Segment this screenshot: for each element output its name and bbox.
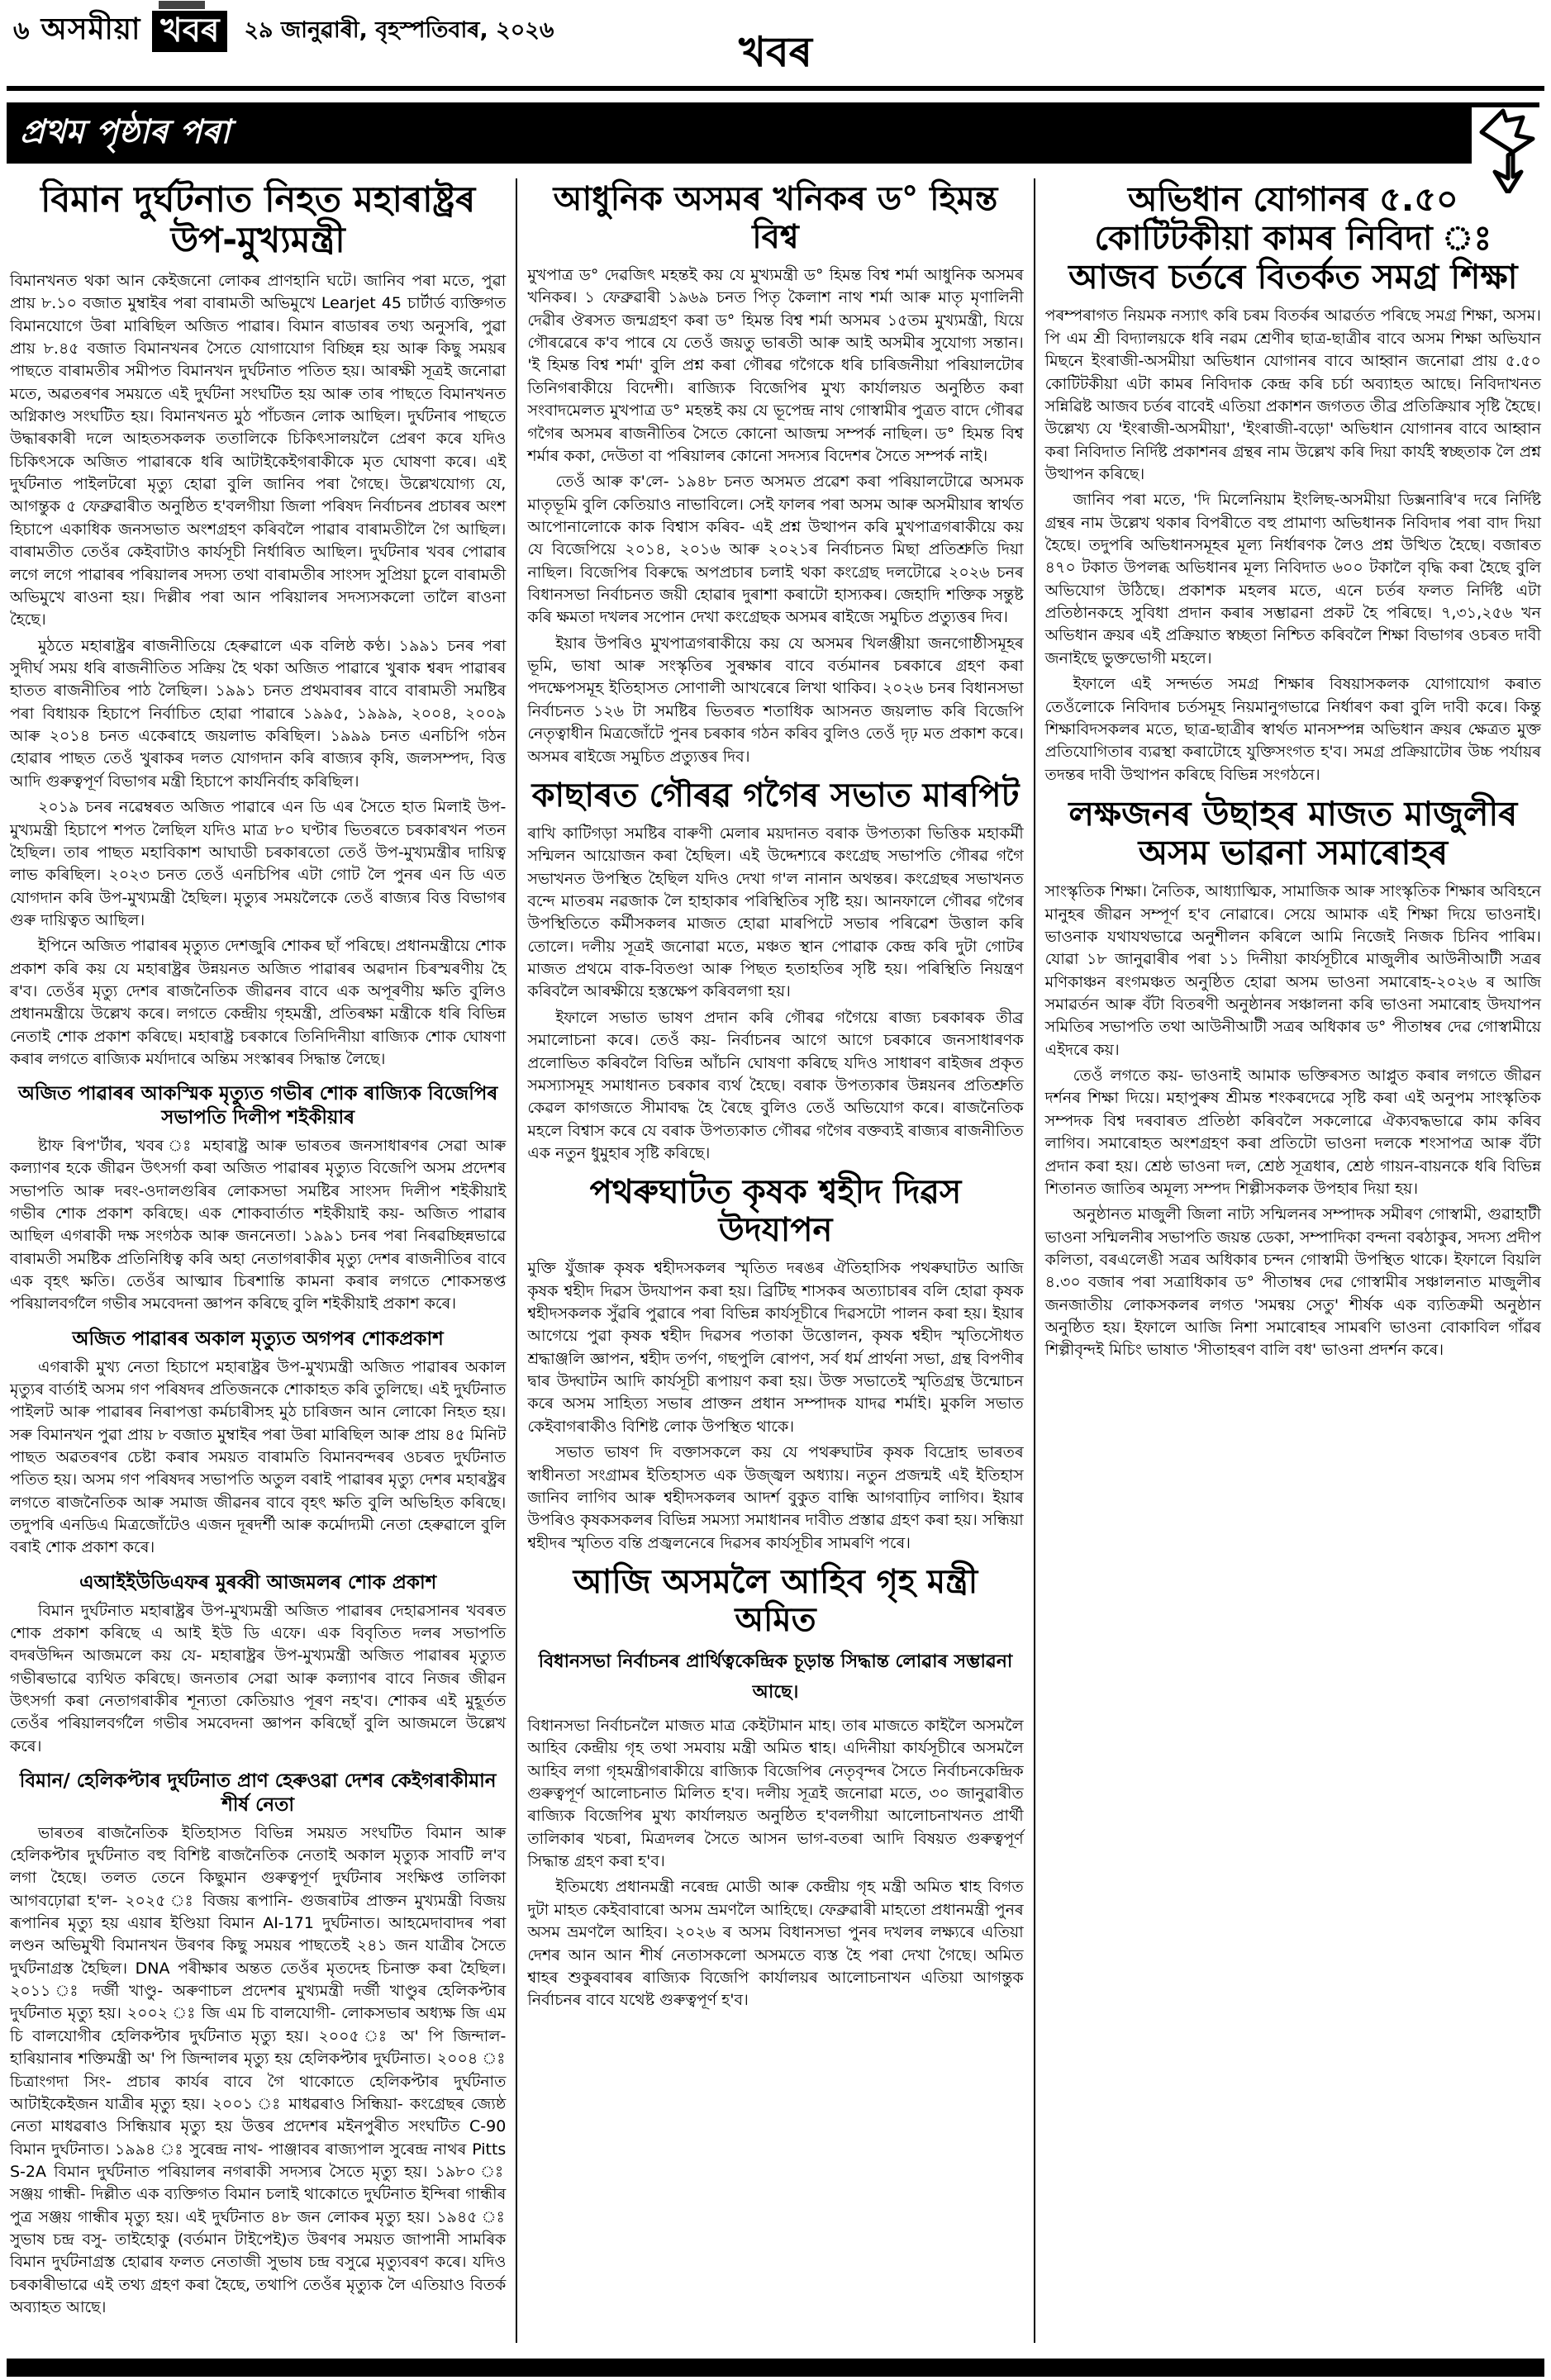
- left-column: [0, 178, 516, 2343]
- article-patharughat: [527, 1173, 1023, 1555]
- middle-column: [516, 178, 1033, 2343]
- right-column: [1034, 178, 1551, 2343]
- masthead-title: খবৰ: [739, 28, 812, 76]
- columns-area: [0, 178, 1551, 2343]
- article-body: [527, 1715, 1023, 2012]
- paragraph: ৰাখি কাটিগড়া সমষ্টিৰ বাৰুণী মেলাৰ ময়দানত বৰাক উপত্যকা ভিত্তিক মহাকৰ্মী সন্মিলন আয়োজন কৰা হৈছিল। এই উদ্দেশ্যৰে কংগ্ৰেছ সভাপতি গৌৰৱ গগৈ সভাখনত উপস্থিত হৈছিল যদিও দেখা গ'ল নানান অথন্তৰ। কংগ্ৰেছৰ সভাখনত বন্দে মাতৰম নৱজাক লৈ হাহাকাৰ পৰিস্থিতিৰ সৃষ্টি হয়। আনফালে গৌৰৱ গগৈৰ উপস্থিতিতে কৰ্মীসকলৰ মাজত হোৱা মাৰপিটে সভাৰ পৰিৱেশ উত্তাল কৰি তোলে। দলীয় সূত্ৰই জনোৱা মতে, মঞ্চত স্থান পোৱাক কেন্দ্ৰ কৰি দুটা গোটৰ মাজত প্ৰথমে বাক-বিতণ্ডা আৰু পিছত হতাহতিৰ সৃষ্টি হয়। পৰিস্থিতি নিয়ন্ত্ৰণ কৰিবলৈ আৰক্ষীয়ে হস্তক্ষেপ কৰিবলগা হয়।: [527, 824, 1024, 1001]
- paper-logo: [152, 11, 227, 52]
- subsection-body: [10, 1356, 506, 1560]
- section-banner-label: প্ৰথম পৃষ্ঠাৰ পৰা: [20, 112, 231, 151]
- paragraph: ইফালে সভাত ভাষণ প্ৰদান কৰি গৌৰৱ গগৈয়ে ৰাজ্য চৰকাৰক তীব্ৰ সমালোচনা কৰে। তেওঁ কয়- নিৰ্বাচনৰ আগে আগে চৰকাৰে জনসাধাৰণক প্ৰলোভিত কৰিবলৈ বিভিন্ন আঁচনি ঘোষণা কৰিছে যদিও সাধাৰণ ৰাইজৰ প্ৰকৃত সমস্যাসমূহ সমাধানত চৰকাৰ ব্যৰ্থ হৈছে। বৰাক উপত্যকাৰ উন্নয়নৰ প্ৰতিশ্ৰুতি কেৱল কাগজতে সীমাবদ্ধ হৈ ৰৈছে বুলিও তেওঁ অভিযোগ কৰে। ৰাজনৈতিক মহলে বিশ্বাস কৰে যে বৰাক উপত্যকাত গৌৰৱ গগৈৰ বক্তব্যই ৰাজ্যৰ ৰাজনীতিত এক নতুন ধুমুহাৰ সৃষ্টি কৰিছে।: [527, 1008, 1024, 1162]
- paragraph: বিধানসভা নিৰ্বাচনলৈ মাজত মাত্ৰ কেইটামান মাহ। তাৰ মাজতে কাইলৈ অসমলৈ আহিব কেন্দ্ৰীয় গৃহ তথা সমবায় মন্ত্ৰী অমিত শ্বাহ। এদিনীয়া কাৰ্যসূচীৰে অসমলৈ আহিব লগা গৃহমন্ত্ৰীগৰাকীয়ে ৰাজ্যিক বিজেপিৰ নেতৃবৃন্দৰ সৈতে নিৰ্বাচনকেন্দ্ৰিক গুৰুত্বপূৰ্ণ আলোচনাত মিলিত হ'ব। দলীয় সূত্ৰই জনোৱা মতে, ৩০ জানুৱাৰীত ৰাজ্যিক বিজেপিৰ মুখ্য কাৰ্যালয়ত অনুষ্ঠিত হ'বলগীয়া আলোচনাখনত প্ৰাৰ্থী তালিকাৰ খচৰা, মিত্ৰদলৰ সৈতে আসন ভাগ-বতৰা আদি বিষয়ত গুৰুত্বপূৰ্ণ সিদ্ধান্ত গ্ৰহণ কৰা হ'ব।: [527, 1716, 1024, 1871]
- article-body: [527, 1257, 1023, 1555]
- article-body: [527, 264, 1023, 768]
- article-body: [1045, 881, 1541, 1362]
- paragraph: বিমানখনত থকা আন কেইজনো লোকৰ প্ৰাণহানি ঘটে। জানিব পৰা মতে, পুৱা প্ৰায় ৮.১০ বজাত মুম্বাইৰ পৰা বাৰামতী অভিমুখে Learjet 45 চাৰ্টাৰ্ড ব্যক্তিগত বিমানযোগে উৰা মাৰিছিল অজিত পাৱাৰ। বিমান ৰাডাৰৰ তথ্য অনুসৰি, পুৱা প্ৰায় ৮.৪৫ বজাত বিমানখনৰ সৈতে যোগাযোগ বিচ্ছিন্ন হয় আৰু কিছু সময়ৰ পাছতে বাৰামতীৰ সমীপত বিমানখন দুৰ্ঘটনাত পতিত হয়। আৰক্ষী সূত্ৰই জনোৱা মতে, অৱতৰণৰ সময়তে এই দুৰ্ঘটনা সংঘটিত হয় আৰু তাৰ পাছতে বিমানখনত অগ্নিকাণ্ড সংঘটিত হয়। বিমানখনত মুঠ পাঁচজন লোক আছিল। দুৰ্ঘটনাৰ পাছতে উদ্ধাৰকাৰী দলে আহতসকলক ততালিকে চিকিৎসালয়লৈ প্ৰেৰণ কৰে যদিও চিকিৎসকে অজিত পাৱাৰকে ধৰি আটাইকেইগৰাকীকে মৃত ঘোষণা কৰে। এই দুৰ্ঘটনাত পাইলটৰো মৃত্যু হোৱা বুলি জানিব পৰা গৈছে। উল্লেখযোগ্য যে, আগন্তুক ৫ ফেব্ৰুৱাৰীত অনুষ্ঠিত হ'বলগীয়া জিলা পৰিষদ নিৰ্বাচনৰ প্ৰচাৰৰ অংশ হিচাপে একাধিক জনসভাত অংশগ্ৰহণ কৰিবলৈ পাৱাৰ বাৰামতীলৈ গৈ আছিল। বাৰামতীত তেওঁৰ কেইবাটাও কাৰ্যসূচী নিৰ্ধাৰিত আছিল। দুৰ্ঘটনাৰ খবৰ পোৱাৰ লগে লগে পাৱাৰৰ পৰিয়ালৰ সদস্য তথা বাৰামতীৰ সাংসদ সুপ্ৰিয়া চুলে বাৰামতী অভিমুখে ৰাওনা হয়। দিল্লীৰ পৰা আন পৰিয়ালৰ সদস্যসকলো তালৈ ৰাওনা হৈছে।: [10, 271, 507, 629]
- masthead-left: [13, 7, 554, 56]
- paragraph: ২০১৯ চনৰ নৱেম্বৰত অজিত পাৱাৰে এন ডি এৰ সৈতে হাত মিলাই উপ-মুখ্যমন্ত্ৰী হিচাপে শপত লৈছিল যদিও মাত্ৰ ৮০ ঘণ্টাৰ ভিতৰতে চৰকাৰখন পতন হৈছিল। তাৰ পাছত মহাবিকাশ আঘাডী চৰকাৰতো তেওঁ উপ-মুখ্যমন্ত্ৰীৰ দায়িত্ব লাভ কৰিছিল। ২০২৩ চনত তেওঁ এনচিপিৰ এটা গোট লৈ পুনৰ এন ডি এত যোগদান কৰি উপ-মুখ্যমন্ত্ৰী হৈছিল। মৃত্যুৰ সময়লৈকে তেওঁ ৰাজ্যৰ বিত্ত বিভাগৰ গুৰু দায়িত্বত আছিল।: [10, 798, 507, 929]
- masthead-rule: [7, 86, 1544, 91]
- article-dictionary-tender: [1045, 180, 1541, 786]
- page-jump-arrow-icon: [1472, 107, 1543, 198]
- article-standfirst: বিধানসভা নিৰ্বাচনৰ প্ৰাৰ্থিত্বকেন্দ্ৰিক চূড়ান্ত সিদ্ধান্ত লোৱাৰ সম্ভাৱনা আছে।: [538, 1651, 1013, 1703]
- article-majuli-bhaona: [1045, 795, 1541, 1362]
- paragraph: ভাৰতৰ ৰাজনৈতিক ইতিহাসত বিভিন্ন সময়ত সংঘটিত বিমান আৰু হেলিকপ্টাৰ দুৰ্ঘটনাত বহু বিশিষ্ট ৰাজনৈতিক নেতাই অকাল মৃত্যুক সাবটি ল'ব লগা হৈছে। তলত তেনে কিছুমান গুৰুত্বপূৰ্ণ দুৰ্ঘটনাৰ সংক্ষিপ্ত তালিকা আগবঢ়োৱা হ'ল- ২০২৫ ঃ বিজয় ৰূপানি- গুজৰাটৰ প্ৰাক্তন মুখ্যমন্ত্ৰী বিজয় ৰূপানিৰ মৃত্যু হয় এয়াৰ ইণ্ডিয়া বিমান AI-171 দুৰ্ঘটনাত। আহমেদাবাদৰ পৰা লণ্ডন অভিমুখী বিমানখন উৰণৰ কিছু সময়ৰ পাছতেই ২৪১ জন যাত্ৰীৰ সৈতে দুৰ্ঘটনাগ্ৰস্ত হৈছিল। DNA পৰীক্ষাৰ অন্তত তেওঁৰ মৃতদেহ চিনাক্ত কৰা হৈছিল। ২০১১ ঃ দৰ্জী খাণ্ডু- অৰুণাচল প্ৰদেশৰ মুখ্যমন্ত্ৰী দৰ্জী খাণ্ডুৰ হেলিকপ্টাৰ দুৰ্ঘটনাত মৃত্যু হয়। ২০০২ ঃ জি এম চি বালযোগী- লোকসভাৰ অধ্যক্ষ জি এম চি বালযোগীৰ হেলিকপ্টাৰ দুৰ্ঘটনাত মৃত্যু হয়। ২০০৫ ঃ অ' পি জিন্দাল- হাৰিয়ানাৰ শক্তিমন্ত্ৰী অ' পি জিন্দালৰ মৃত্যু হয় হেলিকপ্টাৰ দুৰ্ঘটনাত। ২০০৪ ঃ চিত্ৰাংগদা সিং- প্ৰচাৰ কাৰ্যৰ বাবে গৈ থাকোতে হেলিকপ্টাৰ দুৰ্ঘটনাত আটাইকেইজন যাত্ৰীৰ মৃত্যু হয়। ২০০১ ঃ মাধৱৰাও সিন্ধিয়া- কংগ্ৰেছৰ জ্যেষ্ঠ নেতা মাধৱৰাও সিন্ধিয়াৰ মৃত্যু হয় উত্তৰ প্ৰদেশৰ মইনপুৰীত সংঘটিত C-90 বিমান দুৰ্ঘটনাত। ১৯৯৪ ঃ সুৰেন্দ্ৰ নাথ- পাঞ্জাবৰ ৰাজ্যপাল সুৰেন্দ্ৰ নাথৰ Pitts S-2A বিমান দুৰ্ঘটনাত পৰিয়ালৰ নগৰাকী সদস্যৰ সৈতে মৃত্যু হয়। ১৯৮০ ঃ সঞ্জয় গান্ধী- দিল্লীত এক ব্যক্তিগত বিমান চলাই থাকোতে দুৰ্ঘটনাত ইন্দিৰা গান্ধীৰ পুত্ৰ সঞ্জয় গান্ধীৰ মৃত্যু হয়। এই দুৰ্ঘটনাত ৪৮ জন লোকৰ মৃত্যু হয়। ১৯৪৫ ঃ সুভাষ চন্দ্ৰ বসু- তাইহোকু (বৰ্তমান টাইপেই)ত উৰণৰ সময়ত জাপানী সামৰিক বিমান দুৰ্ঘটনাগ্ৰস্ত হোৱাৰ ফলত নেতাজী সুভাষ চন্দ্ৰ বসুৱে মৃত্যুবৰণ কৰে। যদিও চৰকাৰীভাৱে এই তথ্য গ্ৰহণ কৰা হৈছে, তথাপি তেওঁৰ মৃত্যুক লৈ এতিয়াও বিতৰ্ক অব্যাহত আছে।: [10, 1823, 507, 2317]
- article-amit-shah: [527, 1563, 1023, 2012]
- logo-tagline-strip: [159, 1, 205, 9]
- paragraph: ইয়াৰ উপৰিও মুখপাত্ৰগৰাকীয়ে কয় যে অসমৰ খিলঞ্জীয়া জনগোষ্ঠীসমূহৰ ভূমি, ভাষা আৰু সংস্কৃতিৰ সুৰক্ষাৰ বাবে বৰ্তমানৰ চৰকাৰে গ্ৰহণ কৰা পদক্ষেপসমূহ ইতিহাসত সোণালী আখৰেৰে লিখা থাকিব। ২০২৬ চনৰ বিধানসভা নিৰ্বাচনত ১২৬ টা সমষ্টিৰ ভিতৰত শতাধিক আসনত জয়লাভ কৰি বিজেপি নেতৃত্বাধীন মিত্ৰজোঁটে পুনৰ চৰকাৰ গঠন কৰিব বুলিও তেওঁ দৃঢ় মত প্ৰকাশ কৰে। অসমৰ ৰাইজে সমুচিত প্ৰত্যুত্তৰ দিব।: [527, 634, 1024, 766]
- paragraph: ইফালে এই সন্দৰ্ভত সমগ্ৰ শিক্ষাৰ বিষয়াসকলক যোগাযোগ কৰাত তেওঁলোকে নিবিদাৰ চৰ্তসমূহ নিয়মানুগভাৱে নিৰ্ধাৰণ কৰা বুলি দাবী কৰে। কিন্তু শিক্ষাবিদসকলৰ মতে, ছাত্ৰ-ছাত্ৰীৰ স্বাৰ্থত মানসম্পন্ন অভিধান ক্ৰয়ৰ ক্ষেত্ৰত মুক্ত প্ৰতিযোগিতাৰ ব্যৱস্থা কৰাটোহে যুক্তিসংগত হ'ব। সমগ্ৰ প্ৰক্ৰিয়াটোৰ উচ্চ পৰ্যায়ৰ তদন্তৰ দাবী উত্থাপন কৰিছে বিভিন্ন সংগঠনে।: [1044, 675, 1541, 784]
- paragraph: জানিব পৰা মতে, 'দি মিলেনিয়াম ইংলিছ-অসমীয়া ডিক্সনাৰি'ৰ দৰে নিৰ্দিষ্ট গ্ৰন্থৰ নাম উল্লেখ থকাৰ বিপৰীতে বহু প্ৰামাণ্য অভিধানক নিবিদাৰ পৰা বাদ দিয়া হৈছে। তদুপৰি অভিধানসমূহৰ মূল্য নিৰ্ধাৰণক লৈও প্ৰশ্ন উত্থিত হৈছে। বজাৰত ৪৭০ টকাত উপলব্ধ অভিধানৰ মূল্য নিবিদাত ৬০০ টকালৈ বৃদ্ধি কৰা হৈছে বুলি অভিযোগ উঠিছে। প্ৰকাশক মহলৰ মতে, এনে চৰ্তৰ ফলত নিৰ্দিষ্ট এটা প্ৰতিষ্ঠানকহে সুবিধা প্ৰদান কৰাৰ সম্ভাৱনা প্ৰকট হৈ পৰিছে। ৭,৩১,২৫৬ খন অভিধান ক্ৰয়ৰ এই প্ৰক্ৰিয়াত স্বচ্ছতা নিশ্চিত কৰিবলৈ শিক্ষা বিভাগৰ ওচৰত দাবী জনাইছে ভুক্তভোগী মহলে।: [1044, 491, 1541, 667]
- paragraph: অনুষ্ঠানত মাজুলী জিলা নাট্য সন্মিলনৰ সম্পাদক সমীৰণ গোস্বামী, গুৱাহাটী ভাওনা সন্মিলনীৰ সভাপতি জয়ন্ত ডেকা, সম্পাদিকা বন্দনা বৰঠাকুৰ, সদস্য প্ৰদীপ কলিতা, বৰএলেঙী সত্ৰৰ অধিকাৰ চন্দন গোস্বামী উপস্থিত থাকে। ইফালে বিয়লি ৪.৩০ বজাৰ পৰা সত্ৰাধিকাৰ ড° পীতাম্বৰ দেৱ গোস্বামীৰ সঞ্চালনাত মাজুলীৰ জনজাতীয় লোকসকলৰ লগত 'সমন্বয় সেতু' শীৰ্ষক এক ব্যতিক্ৰমী অনুষ্ঠান অনুষ্ঠিত হয়। ইফালে আজি নিশা সমাৰোহৰ সামৰণি ভাওনা বোকাবিল গাঁৱৰ শিল্পীবৃন্দই মিচিং ভাষাত 'সীতাহৰণ বালি বধ' ভাওনা প্ৰদৰ্শন কৰে।: [1044, 1205, 1541, 1360]
- bottom-rule-bar: [7, 2359, 1544, 2377]
- subsection-body: [10, 1822, 506, 2320]
- article-headline: পথৰুঘাটত কৃষক শ্বহীদ দিৱস উদযাপন: [589, 1173, 962, 1250]
- paragraph: ইপিনে অজিত পাৱাৰৰ মৃত্যুত দেশজুৰি শোকৰ ছাঁ পৰিছে। প্ৰধানমন্ত্ৰীয়ে শোক প্ৰকাশ কৰি কয় যে মহাৰাষ্ট্ৰৰ উন্নয়নত অজিত পাৱাৰৰ অৱদান চিৰস্মৰণীয় হৈ ৰ'ব। তেওঁৰ মৃত্যু দেশৰ ৰাজনৈতিক জীৱনৰ বাবে এক অপূৰণীয় ক্ষতি বুলিও প্ৰধানমন্ত্ৰীয়ে উল্লেখ কৰে। লগতে কেন্দ্ৰীয় গৃহমন্ত্ৰী, প্ৰতিৰক্ষা মন্ত্ৰীকে ধৰি বিভিন্ন নেতাই শোক প্ৰকাশ কৰিছে। মহাৰাষ্ট্ৰ চৰকাৰে তিনিদিনীয়া ৰাজ্যিক শোক ঘোষণা কৰাৰ লগতে ৰাজ্যিক মৰ্যাদাৰে অন্তিম সংস্কাৰৰ সিদ্ধান্ত লৈছে।: [10, 937, 507, 1069]
- subsection-headline: এআইইউডিএফৰ মুৰব্বী আজমলৰ শোক প্ৰকাশ: [79, 1571, 437, 1594]
- paragraph: তেওঁ লগতে কয়- ভাওনাই আমাক ভক্তিৰসত আপ্লুত কৰাৰ লগতে জীৱন দৰ্শনৰ শিক্ষা দিয়ে। মহাপুৰুষ শ্ৰীমন্ত শংকৰদেৱে সৃষ্টি কৰা এই অনুপম সাংস্কৃতিক সম্পদক বিশ্ব দৰবাৰত প্ৰতিষ্ঠা কৰিবলৈ সকলোৱে ঐক্যবদ্ধভাৱে কাম কৰিব লাগিব। সমাৰোহত অংশগ্ৰহণ কৰা প্ৰতিটো ভাওনা দলকে শংসাপত্ৰ আৰু বঁটা প্ৰদান কৰা হয়। শ্ৰেষ্ঠ ভাওনা দল, শ্ৰেষ্ঠ সূত্ৰধাৰ, শ্ৰেষ্ঠ গায়ন-বায়নকে ধৰি বিভিন্ন শিতানত জাতিৰ অমূল্য সম্পদ শিল্পীসকলক উপহাৰ দিয়া হয়।: [1044, 1066, 1541, 1198]
- paragraph: তেওঁ আৰু ক'লে- ১৯৪৮ চনত অসমত প্ৰৱেশ কৰা পৰিয়ালটোৱে অসমক মাতৃভূমি বুলি কেতিয়াও নাভাবিলে। সেই ফালৰ পৰা অসম আৰু অসমীয়াৰ স্বাৰ্থত আপোনালোকে কাক বিশ্বাস কৰিব- এই প্ৰশ্ন উত্থাপন কৰি মুখপাত্ৰগৰাকীয়ে কয় যে বিজেপিয়ে ২০১৪, ২০১৬ আৰু ২০২১ৰ নিৰ্বাচনত মিছা প্ৰতিশ্ৰুতি দিয়া নাছিল। বিজেপিৰ বিৰুদ্ধে অপপ্ৰচাৰ চলাই থকা কংগ্ৰেছ দলটোৱে ২০২৬ চনৰ বিধানসভা নিৰ্বাচনত জয়ী হোৱাৰ দুৰাশা কৰাটো হাস্যকৰ। জেহাদি শক্তিক সন্তুষ্ট কৰি ক্ষমতা দখলৰ সপোন দেখা কংগ্ৰেছক অসমৰ ৰাইজে সমুচিত প্ৰত্যুত্তৰ দিব।: [527, 473, 1024, 627]
- article-cachar-scuffle: [527, 777, 1023, 1165]
- paragraph: মুঠতে মহাৰাষ্ট্ৰৰ ৰাজনীতিয়ে হেৰুৱালে এক বলিষ্ঠ কণ্ঠ। ১৯৯১ চনৰ পৰা সুদীৰ্ঘ সময় ধৰি ৰাজনীতিত সক্ৰিয় হৈ থকা অজিত পাৱাৰে খুৰাক শ্বৰদ পাৱাৰৰ হাতত ৰাজনীতিৰ পাঠ লৈছিল। ১৯৯১ চনত প্ৰথমবাৰৰ বাবে বাৰামতী সমষ্টিৰ পৰা বিধায়ক হিচাপে নিৰ্বাচিত হোৱা পাৱাৰে ১৯৯৫, ১৯৯৯, ২০০৪, ২০০৯ আৰু ২০১৪ চনত একেৰাহে জয়লাভ কৰিছিল। ১৯৯৯ চনত এনচিপি গঠন হোৱাৰ পাছত তেওঁ খুৰাকৰ দলত যোগদান কৰি ৰাজ্যৰ কৃষি, জলসম্পদ, বিত্ত আদি গুৰুত্বপূৰ্ণ বিভাগৰ মন্ত্ৰী হিচাপে কাৰ্যনিৰ্বাহ কৰিছিল।: [10, 636, 507, 791]
- subsection-headline: বিমান/ হেলিকপ্টাৰ দুৰ্ঘটনাত প্ৰাণ হেৰুওৱা দেশৰ কেইগৰাকীমান শীৰ্ষ নেতা: [19, 1770, 497, 1816]
- page-number: ৬: [13, 16, 30, 45]
- article-himanta: [527, 180, 1023, 768]
- headline-line-1: লক্ষজনৰ উছাহৰ মাজত মাজুলীৰ অসম ভাৱনা সমাৰোহৰ: [1068, 793, 1518, 873]
- logo-text: খবৰ: [160, 12, 220, 50]
- headline-line-2: আজব চৰ্তৰে বিতৰ্কত সমগ্ৰ শিক্ষা: [1068, 257, 1518, 297]
- article-headline: [1045, 795, 1541, 872]
- article-headline: কাছাৰত গৌৰৱ গগৈৰ সভাত মাৰপিট: [531, 776, 1020, 815]
- subsection-body: [10, 1135, 506, 1316]
- article-plane-crash: [10, 180, 506, 2319]
- article-headline: আধুনিক অসমৰ খনিকৰ ড° হিমন্ত বিশ্ব: [553, 180, 998, 256]
- paper-name: অসমীয়া: [40, 12, 141, 46]
- subsection-headline: অজিত পাৱাৰৰ আকস্মিক মৃত্যুত গভীৰ শোক ৰাজ্যিক বিজেপিৰ সভাপতি দিলীপ শইকীয়াৰ: [17, 1083, 498, 1129]
- article-body: [527, 823, 1023, 1165]
- masthead: [0, 0, 1551, 86]
- article-headline: [1045, 180, 1541, 297]
- paragraph: ষ্টাফ ৰিপ'ৰ্টাৰ, খবৰ ঃ মহাৰাষ্ট্ৰ আৰু ভাৰতৰ জনসাধাৰণৰ সেৱা আৰু কল্যাণৰ হকে জীৱন উৎসৰ্গা কৰা অজিত পাৱাৰৰ মৃত্যুত বিজেপি অসম প্ৰদেশৰ সভাপতি আৰু দৰং-ওদালগুৰিৰ লোকসভা সমষ্টিৰ সাংসদ দিলীপ শইকীয়াই গভীৰ শোক প্ৰকাশ কৰিছে। এক শোকবাৰ্তাত শইকীয়াই কয়- অজিত পাৱাৰ আছিল এগৰাকী দক্ষ সংগঠক আৰু জননেতা। ১৯৯১ চনৰ পৰা নিৰৱচ্ছিন্নভাৱে বাৰামতী সমষ্টিক প্ৰতিনিধিত্ব কৰি অহা নেতাগৰাকীৰ মৃত্যু দেশৰ ৰাজনীতিৰ বাবে এক বৃহৎ ক্ষতি। তেওঁৰ আত্মাৰ চিৰশান্তি কামনা কৰাৰ লগতে শোকসন্তপ্ত পৰিয়ালবৰ্গলৈ গভীৰ সমবেদনা জ্ঞাপন কৰিছে বুলি শইকীয়াই প্ৰকাশ কৰে।: [10, 1136, 507, 1314]
- headline-line-1: অভিধান যোগানৰ ৫.৫০ কোটিটকীয়া কামৰ নিবিদা ঃ: [1094, 179, 1492, 259]
- section-banner: [7, 102, 1539, 164]
- paragraph: এগৰাকী মুখ্য নেতা হিচাপে মহাৰাষ্ট্ৰৰ উপ-মুখ্যমন্ত্ৰী অজিত পাৱাৰৰ অকাল মৃত্যুৰ বাৰ্তাই অসম গণ পৰিষদৰ প্ৰতিজনকে শোকাহত কৰি তুলিছে। এই দুৰ্ঘটনাত পাইলট আৰু পাৱাৰৰ নিৰাপত্তা কৰ্মচাৰীসহ মুঠ চাৰিজন আন লোকো নিহত হয়। সৰু বিমানখন পুৱা প্ৰায় ৮ বজাত মুম্বাইৰ পৰা উৰা মাৰিছিল আৰু প্ৰায় ৪৫ মিনিট পাছত অৱতৰণৰ চেষ্টা কৰাৰ সময়ত বাৰামতি বিমানবন্দৰৰ ওচৰত দুৰ্ঘটনাত পতিত হয়। অসম গণ পৰিষদৰ সভাপতি অতুল বৰাই পাৱাৰৰ মৃত্যু দেশৰ মহাৰষ্ট্ৰৰ লগতে ৰাজনৈতিক আৰু সমাজ জীৱনৰ বাবে বৃহৎ ক্ষতি বুলি অভিহিত কৰিছে। তদুপৰি এনডিএ মিত্ৰজোঁটেও এজন দূৰদৰ্শী আৰু কৰ্মোদ্যমী নেতা হেৰুৱালে বুলি বৰাই শোক প্ৰকাশ কৰে।: [10, 1357, 507, 1557]
- subsection-body: [10, 1600, 506, 1759]
- paragraph: বিমান দুৰ্ঘটনাত মহাৰাষ্ট্ৰৰ উপ-মুখ্যমন্ত্ৰী অজিত পাৱাৰৰ দেহাৱসানৰ খবৰত শোক প্ৰকাশ কৰিছে এ আই ইউ ডি এফে। এক বিবৃতিত দলৰ সভাপতি বদৰউদ্দিন আজমলে কয় যে- মহাৰাষ্ট্ৰৰ উপ-মুখ্যমন্ত্ৰী অজিত পাৱাৰৰ মৃত্যুত গভীৰভাৱে ব্যথিত কৰিছে। জনতাৰ সেৱা আৰু কল্যাণৰ বাবে নিজৰ জীৱন উৎসৰ্গা কৰা নেতাগৰাকীৰ শূন্যতা কেতিয়াও পূৰণ নহ'ব। শোকৰ এই মুহূৰ্তত তেওঁৰ পৰিয়ালবৰ্গলৈ গভীৰ সমবেদনা জ্ঞাপন কৰিছোঁ বুলি আজমলে উল্লেখ কৰে।: [10, 1601, 507, 1755]
- paragraph: সাংস্কৃতিক শিক্ষা। নৈতিক, আধ্যাত্মিক, সামাজিক আৰু সাংস্কৃতিক শিক্ষাৰ অবিহনে মানুহৰ জীৱন সম্পূৰ্ণ হ'ব নোৱাৰে। সেয়ে আমাক এই শিক্ষা দিয়ে ভাওনাই। ভাওনাক যথাযথভাৱে অনুশীলন কৰিলে আমি নিজেই নিজক চিনিব পাৰিম। যোৱা ১৮ জানুৱাৰীৰ পৰা ১১ দিনীয়া কাৰ্যসূচীৰে মাজুলীৰ আউনীআটী সত্ৰৰ মণিকাঞ্চন ৰংগমঞ্চত অনুষ্ঠিত হোৱা অসম ভাওনা সমাৰোহ-২০২৬ ৰ আজি সমাৱৰ্তন আৰু বঁটা বিতৰণী অনুষ্ঠানৰ সঞ্চালনা কৰি ভাওনা সমাৰোহ উদযাপন সমিতিৰ সভাপতি তথা আউনীআটী সত্ৰৰ অধিকাৰ ড° পীতাম্বৰ দেৱ গোস্বামীয়ে এইদৰে কয়।: [1044, 882, 1541, 1059]
- paragraph: পৰম্পৰাগত নিয়মক নস্যাৎ কৰি চৰম বিতৰ্কৰ আৱৰ্তত পৰিছে সমগ্ৰ শিক্ষা, অসম। পি এম শ্ৰী বিদ্যালয়কে ধৰি নৱম শ্ৰেণীৰ ছাত্ৰ-ছাত্ৰীৰ বাবে অসম শিক্ষা অভিযান মিছনে ইংৰাজী-অসমীয়া অভিধান যোগানৰ বাবে আহ্বান জনোৱা প্ৰায় ৫.৫০ কোটিটকীয়া এটা কামৰ নিবিদাক কেন্দ্ৰ কৰি চৰ্চা অব্যাহত আছে। নিবিদাখনত সন্নিৱিষ্ট আজব চৰ্তৰ বাবেই এতিয়া প্ৰকাশন জগতত তীব্ৰ প্ৰতিক্ৰিয়াৰ সৃষ্টি হৈছে। উল্লেখ্য যে 'ইংৰাজী-অসমীয়া', 'ইংৰাজী-বড়ো' অভিধান যোগানৰ বাবে আহ্বান কৰা নিবিদাত নিৰ্দিষ্ট প্ৰকাশনৰ গ্ৰন্থৰ নাম উল্লেখ কৰি দিয়া কাৰ্যই স্বচ্ছতাক লৈ প্ৰশ্ন উত্থাপন কৰিছে।: [1044, 306, 1541, 483]
- article-body: [1045, 305, 1541, 786]
- paragraph: মুক্তি যুঁজাৰু কৃষক শ্বহীদসকলৰ স্মৃতিত দৰঙৰ ঐতিহাসিক পথৰুঘাটত আজি কৃষক শ্বহীদ দিৱস উদযাপন কৰা হয়। ব্ৰিটিছ শাসকৰ অত্যাচাৰৰ বলি হোৱা কৃষক শ্বহীদসকলক সুঁৱৰি পুৱাৰে পৰা বিভিন্ন কাৰ্যসূচীৰে দিৱসটো পালন কৰা হয়। ইয়াৰ আগেয়ে পুৱা কৃষক শ্বহীদ দিৱসৰ পতাকা উত্তোলন, কৃষক শ্বহীদ স্মৃতিসৌধত শ্ৰদ্ধাঞ্জলি জ্ঞাপন, শ্বহীদ তৰ্পণ, গছপুলি ৰোপণ, সৰ্ব ধৰ্ম প্ৰাৰ্থনা সভা, গ্ৰন্থ বিপণীৰ দ্বাৰ উদ্ঘাটন আদি কাৰ্যসূচী ৰূপায়ণ কৰা হয়। উক্ত সভাতেই স্মৃতিগ্ৰন্থ উন্মোচন কৰে অসম সাহিত্য সভাৰ প্ৰাক্তন প্ৰধান সম্পাদক যাদৱ শৰ্মাই। মুকলি সভাত কেইবাগৰাকীও বিশিষ্ট লোক উপস্থিত থাকে।: [527, 1259, 1024, 1436]
- paragraph: মুখপাত্ৰ ড° দেৱজিৎ মহন্তই কয় যে মুখ্যমন্ত্ৰী ড° হিমন্ত বিশ্ব শৰ্মা আধুনিক অসমৰ খনিকৰ। ১ ফেব্ৰুৱাৰী ১৯৬৯ চনত পিতৃ কৈলাশ নাথ শৰ্মা আৰু মাতৃ মৃণালিনী দেৱীৰ ঔৰসত জন্মগ্ৰহণ কৰা ড° হিমন্ত বিশ্ব শৰ্মা অসমৰ ১৫তম মুখ্যমন্ত্ৰী, যিয়ে গৌৰৱেৰে ক'ব পাৰে যে তেওঁ জয়তু ভাৰতী আৰু আই অসমীৰ সুযোগ্য সন্তান। 'ই হিমন্ত বিশ্ব শৰ্মা' বুলি প্ৰশ্ন কৰা গৌৰৱ গগৈকে ধৰি চাৰিজনীয়া পৰিয়ালটোৰ তিনিগৰাকীয়ে বিদেশী। ৰাজ্যিক বিজেপিৰ মুখ্য কাৰ্যালয়ত অনুষ্ঠিত কৰা সংবাদমেলত মুখপাত্ৰ ড° মহন্তই কয় যে ভূপেন্দ্ৰ নাথ গোস্বামীৰ পুত্ৰত বাদে গৌৰৱ গগৈৰ অসমৰ ৰাজনীতিৰ সৈতে কোনো আজন্ম সম্পৰ্ক নাছিল। ড° হিমন্ত বিশ্ব শৰ্মাৰ ককা, দেউতা বা পৰিয়ালৰ কোনো সদস্যৰ বিদেশৰ সৈতে সম্পৰ্ক নাই।: [527, 266, 1024, 465]
- date-line: ২৯ জানুৱাৰী, বৃহস্পতিবাৰ, ২০২৬: [244, 17, 554, 43]
- paragraph: ইতিমধ্যে প্ৰধানমন্ত্ৰী নৰেন্দ্ৰ মোডী আৰু কেন্দ্ৰীয় গৃহ মন্ত্ৰী অমিত শ্বাহ বিগত দুটা মাহত কেইবাবাৰো অসম ভ্ৰমণলৈ আহিছে। ফেব্ৰুৱাৰী মাহতো প্ৰধানমন্ত্ৰী পুনৰ অসম ভ্ৰমণলৈ আহিব। ২০২৬ ৰ অসম বিধানসভা পুনৰ দখলৰ লক্ষ্যৰে এতিয়া দেশৰ আন আন শীৰ্ষ নেতাসকলো অসমতে ব্যস্ত হৈ পৰা দেখা গৈছে। অমিত শ্বাহৰ শুকুৰবাৰৰ ৰাজ্যিক বিজেপি কাৰ্যালয়ৰ আলোচনাখন এতিয়া আগন্তুক নিৰ্বাচনৰ বাবে যথেষ্ট গুৰুত্বপূৰ্ণ হ'ব।: [527, 1878, 1024, 2010]
- subsection-headline: অজিত পাৱাৰৰ অকাল মৃত্যুত অগপৰ শোকপ্ৰকাশ: [72, 1328, 444, 1350]
- article-headline: আজি অসমলৈ আহিব গৃহ মন্ত্ৰী অমিত: [573, 1562, 978, 1639]
- article-headline: বিমান দুৰ্ঘটনাত নিহত মহাৰাষ্ট্ৰৰ উপ-মুখ্যমন্ত্ৰী: [40, 179, 476, 262]
- article-body: [10, 270, 506, 1071]
- paragraph: সভাত ভাষণ দি বক্তাসকলে কয় যে পথৰুঘাটৰ কৃষক বিদ্ৰোহ ভাৰতৰ স্বাধীনতা সংগ্ৰামৰ ইতিহাসত এক উজ্জ্বল অধ্যায়। নতুন প্ৰজন্মই এই ইতিহাস জানিব লাগিব আৰু শ্বহীদসকলৰ আদৰ্শ বুকুত বান্ধি আগবাঢ়িব লাগিব। ইয়াৰ উপৰিও কৃষকসকলৰ বিভিন্ন সমস্যা সমাধানৰ দাবীত প্ৰস্তাৱ গ্ৰহণ কৰা হয়। সন্ধিয়া শ্বহীদৰ স্মৃতিত বন্তি প্ৰজ্বলনেৰে দিৱসৰ কাৰ্যসূচীৰ সামৰণি পৰে।: [527, 1443, 1024, 1552]
